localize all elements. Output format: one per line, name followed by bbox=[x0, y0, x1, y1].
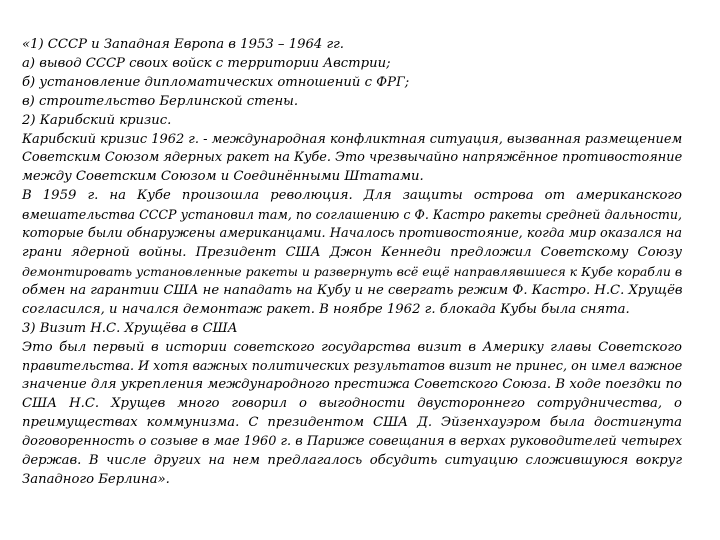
document-text bbox=[22, 36, 682, 490]
section-heading-3: 3) Визит Н.С. Хрущёва в США bbox=[22, 320, 238, 336]
paragraph-line: преимуществах коммунизма. С президентом США Д. Эйзенхауэром была достигнута bbox=[22, 415, 682, 431]
list-item-c: в) строительство Берлинской стены. bbox=[22, 93, 299, 109]
paragraph-line: согласился, и начался демонтаж ракет. В ноябре 1962 г. блокада Кубы была снята. bbox=[22, 301, 630, 317]
paragraph-line: Советским Союзом ядерных ракет на Кубе. Это чрезвычайно напряжённое противостояние bbox=[22, 150, 683, 166]
paragraph-line: держав. В числе других на нем предлагалось обсудить ситуацию сложившуюся вокруг bbox=[22, 452, 682, 468]
paragraph-line: Западного Берлина». bbox=[22, 471, 170, 487]
paragraph-line: вмешательства СССР установил там, по соглашению с Ф. Кастро ракеты средней дальности, bbox=[22, 207, 682, 223]
paragraph-line: грани ядерной войны. Президент США Джон Кеннеди предложил Советскому Союзу bbox=[22, 244, 682, 260]
paragraph-line: обмен на гарантии США не нападать на Кубу и не свергать режим Ф. Кастро. Н.С. Хрущёв bbox=[22, 282, 683, 298]
paragraph-line: демонтировать установленные ракеты и развернуть всё ещё направлявшиеся к Кубе корабли в bbox=[22, 263, 683, 279]
paragraph-line: Это был первый в истории советского государства визит в Америку главы Советского bbox=[22, 339, 682, 355]
list-item-a: а) вывод СССР своих войск с территории Австрии; bbox=[22, 55, 391, 71]
paragraph-line: США Н.С. Хрущев много говорил о выгодности двустороннего сотрудничества, о bbox=[22, 396, 682, 412]
paragraph-line: Карибский кризис 1962 г. - международная конфликтная ситуация, вызванная размещением bbox=[22, 131, 683, 147]
paragraph-line: В 1959 г. на Кубе произошла революция. Для защиты острова от американского bbox=[22, 188, 682, 204]
section-heading-2: 2) Карибский кризис. bbox=[22, 112, 172, 128]
paragraph-line: между Советским Союзом и Соединёнными Штатами. bbox=[22, 169, 424, 185]
paragraph-line: значение для укрепления международного престижа Советского Союза. В ходе поездки по bbox=[22, 377, 682, 393]
paragraph-line: которые были обнаружены американцами. Началось противостояние, когда мир оказался на bbox=[22, 226, 683, 242]
list-item-b: б) установление дипломатических отношений с ФРГ; bbox=[22, 74, 410, 90]
section-heading-1: «1) СССР и Западная Европа в 1953 – 1964 гг. bbox=[22, 37, 344, 52]
paragraph-line: правительства. И хотя важных политических результатов визит не принес, он имел важное bbox=[22, 358, 683, 374]
paragraph-line: договоренность о созыве в мае 1960 г. в Париже совещания в верхах руководителей четырех bbox=[22, 434, 683, 450]
